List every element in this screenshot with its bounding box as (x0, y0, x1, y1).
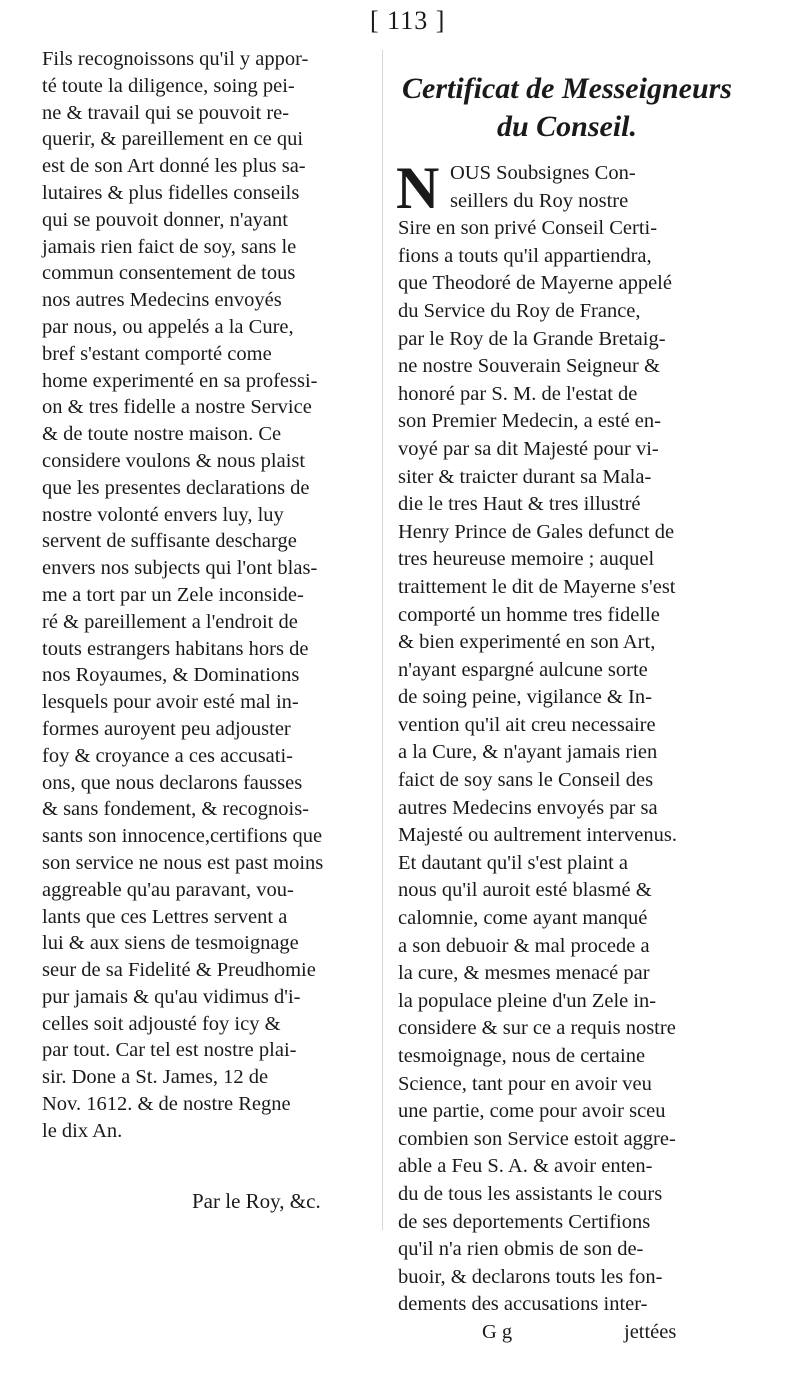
text-line-content: Henry Prince de Gales defunct de (398, 520, 675, 543)
text-line: querir, & pareillement en ce qui (42, 128, 304, 151)
certificate-title-line-1: Certificat de Messeigneurs (402, 72, 732, 105)
text-line: celles soit adjousté foy icy & (42, 1012, 281, 1035)
text-line-content: la cure, & mesmes menacé par (398, 962, 650, 985)
text-line (398, 933, 736, 961)
text-line (398, 960, 736, 988)
signature-mark: G g (482, 1320, 513, 1343)
text-line-content: calomnie, come ayant manqué (398, 907, 648, 930)
text-line (398, 877, 736, 905)
text-line-content: considere & sur ce a requis nostre (398, 1017, 676, 1040)
text-line (398, 381, 736, 409)
text-line-content: seillers du Roy nostre (450, 189, 629, 212)
text-line: que les presentes declarations de (42, 476, 310, 499)
text-line (398, 1071, 736, 1099)
text-line (398, 298, 736, 326)
column-gutter (382, 50, 383, 1230)
text-line-content: vention qu'il ait creu necessaire (398, 713, 656, 736)
text-line: seur de sa Fidelité & Preudhomie (42, 959, 316, 982)
text-line-content: OUS Soubsignes Con- (450, 162, 636, 184)
text-line: par tout. Car tel est nostre plai- (42, 1039, 297, 1062)
text-line: formes auroyent peu adjouster (42, 717, 291, 740)
text-line-content: combien son Service estoit aggre- (398, 1127, 676, 1150)
text-line-content: par le Roy de la Grande Bretaig- (398, 327, 666, 350)
text-line-content: Sire en son privé Conseil Certi- (398, 217, 658, 240)
text-line-content: une partie, come pour avoir sceu (398, 1100, 666, 1123)
drop-cap: N (396, 155, 440, 221)
signature-mark-line (398, 1319, 736, 1347)
text-line-content: die le tres Haut & tres illustré (398, 493, 641, 516)
text-line (398, 1181, 736, 1209)
text-line-content: que Theodoré de Mayerne appelé (398, 272, 672, 295)
text-line (398, 491, 736, 519)
text-line (398, 1236, 736, 1264)
text-line-content: honoré par S. M. de l'estat de (398, 382, 638, 405)
text-line: aggreable qu'au paravant, vou- (42, 878, 294, 901)
text-line: lui & aux siens de tesmoignage (42, 932, 299, 955)
text-line (398, 850, 736, 878)
text-line-content: tres heureuse memoire ; auquel (398, 548, 655, 571)
text-line (398, 1153, 736, 1181)
text-line: ne & travail qui se pouvoit re- (42, 101, 290, 124)
text-line (398, 905, 736, 933)
text-line (398, 243, 736, 271)
text-line-content: nous qu'il auroit esté blasmé & (398, 879, 652, 902)
right-column-text (398, 70, 736, 1347)
text-line-content: able a Feu S. A. & avoir enten- (398, 1155, 653, 1178)
text-line-content: Science, tant pour en avoir veu (398, 1072, 652, 1095)
text-line (398, 546, 736, 574)
text-line-content: & bien experimenté en son Art, (398, 631, 656, 654)
text-line-content: autres Medecins envoyés par sa (398, 796, 658, 819)
text-line: bref s'estant comporté come (42, 342, 272, 365)
text-line-content: tesmoignage, nous de certaine (398, 1045, 646, 1067)
text-line (398, 436, 736, 464)
text-line: est de son Art donné les plus sa- (42, 155, 306, 178)
text-line (398, 712, 736, 740)
text-line (398, 464, 736, 492)
text-line-content: buoir, & declarons touts les fon- (398, 1265, 663, 1288)
text-line (398, 215, 736, 243)
text-line: considere voulons & nous plaist (42, 449, 306, 472)
text-line (398, 767, 736, 795)
text-line-content: voyé par sa dit Majesté pour vi- (398, 437, 659, 460)
text-line-content: ne nostre Souverain Seigneur & (398, 355, 660, 378)
text-line-content: Majesté ou aultrement intervenus. (398, 824, 677, 847)
text-line (398, 795, 736, 823)
text-line: lesquels pour avoir esté mal in- (42, 691, 299, 714)
text-line (398, 519, 736, 547)
text-line: Nov. 1612. & de nostre Regne (42, 1093, 291, 1116)
text-line: nostre volonté envers luy, luy (42, 503, 284, 526)
text-line-content: de soing peine, vigilance & In- (398, 686, 652, 709)
text-line (398, 822, 736, 850)
text-line: jamais rien faict de soy, sans le (42, 235, 297, 258)
text-line-content: comporté un homme tres fidelle (398, 603, 660, 626)
text-line-content: du de tous les assistants le cours (398, 1182, 663, 1205)
text-line: ré & pareillement a l'endroit de (42, 610, 298, 633)
text-line-content: fions a touts qu'il appartiendra, (398, 244, 652, 267)
text-line-content: n'ayant espargné aulcune sorte (398, 658, 648, 681)
left-column-text (42, 46, 370, 1214)
text-line-content: traittement le dit de Mayerne s'est (398, 575, 676, 598)
text-line-content: dements des accusations inter- (398, 1293, 648, 1316)
text-line: & de toute nostre maison. Ce (42, 423, 282, 446)
text-line: envers nos subjects qui l'ont blas- (42, 557, 318, 580)
text-line: lutaires & plus fidelles conseils (42, 181, 300, 204)
text-line: pur jamais & qu'au vidimus d'i- (42, 985, 301, 1008)
text-line: sir. Done a St. James, 12 de (42, 1066, 269, 1089)
text-line: nos autres Medecins envoyés (42, 289, 282, 312)
text-line-content: faict de soy sans le Conseil des (398, 769, 654, 792)
page-number: [ 113 ] (370, 6, 446, 35)
text-line: touts estrangers habitans hors de (42, 637, 309, 660)
text-line: nos Royaumes, & Dominations (42, 664, 300, 687)
text-line (398, 1264, 736, 1292)
text-line: home experimenté en sa professi- (42, 369, 318, 392)
text-line: sants son innocence,certifions que (42, 825, 323, 848)
text-line-content: Et dautant qu'il s'est plaint a (398, 851, 628, 874)
certificate-title-line-2: du Conseil. (496, 110, 638, 143)
text-line-content: qu'il n'a rien obmis de son de- (398, 1238, 644, 1261)
text-line (398, 270, 736, 298)
text-line: & sans fondement, & recognois- (42, 798, 310, 821)
text-line (398, 188, 736, 216)
text-line: ons, que nous declarons fausses (42, 771, 303, 794)
text-line: on & tres fidelle a nostre Service (42, 396, 312, 419)
catchword: jettées (624, 1320, 677, 1343)
text-line: lants que ces Lettres servent a (42, 905, 288, 928)
text-line (398, 739, 736, 767)
text-line (398, 574, 736, 602)
text-line (398, 353, 736, 381)
text-line-content: a son debuoir & mal procede a (398, 934, 650, 957)
text-line: son service ne nous est past moins (42, 851, 324, 874)
text-line: servent de suffisante descharge (42, 530, 297, 553)
text-line (398, 326, 736, 354)
text-line: le dix An. (42, 1119, 123, 1142)
text-line: par nous, ou appelés a la Cure, (42, 315, 294, 338)
text-line (398, 1209, 736, 1237)
text-line (398, 629, 736, 657)
text-line: Fils recognoissons qu'il y appor- (42, 48, 309, 70)
text-line: me a tort par un Zele inconside- (42, 583, 304, 606)
text-line: qui se pouvoit donner, n'ayant (42, 208, 288, 231)
text-line-content: de ses deportements Certifions (398, 1210, 651, 1233)
royal-signature: Par le Roy, &c. (192, 1188, 321, 1213)
text-line-content: son Premier Medecin, a esté en- (398, 410, 661, 433)
certificate-body (396, 155, 736, 1319)
text-line (398, 684, 736, 712)
text-line (398, 1291, 736, 1319)
text-line: té toute la diligence, soing pei- (42, 74, 295, 97)
text-line-content: du Service du Roy de France, (398, 299, 641, 322)
text-line (398, 1098, 736, 1126)
text-line (398, 988, 736, 1016)
text-line (398, 1043, 736, 1071)
text-line (398, 1126, 736, 1154)
text-line: foy & croyance a ces accusati- (42, 744, 293, 767)
text-line (398, 1015, 736, 1043)
text-line-content: a la Cure, & n'ayant jamais rien (398, 741, 658, 764)
text-line (398, 657, 736, 685)
text-line: commun consentement de tous (42, 262, 296, 285)
text-line-content: la populace pleine d'un Zele in- (398, 989, 657, 1012)
text-line (398, 408, 736, 436)
text-line (398, 602, 736, 630)
text-line-content: siter & traicter durant sa Mala- (398, 465, 652, 488)
